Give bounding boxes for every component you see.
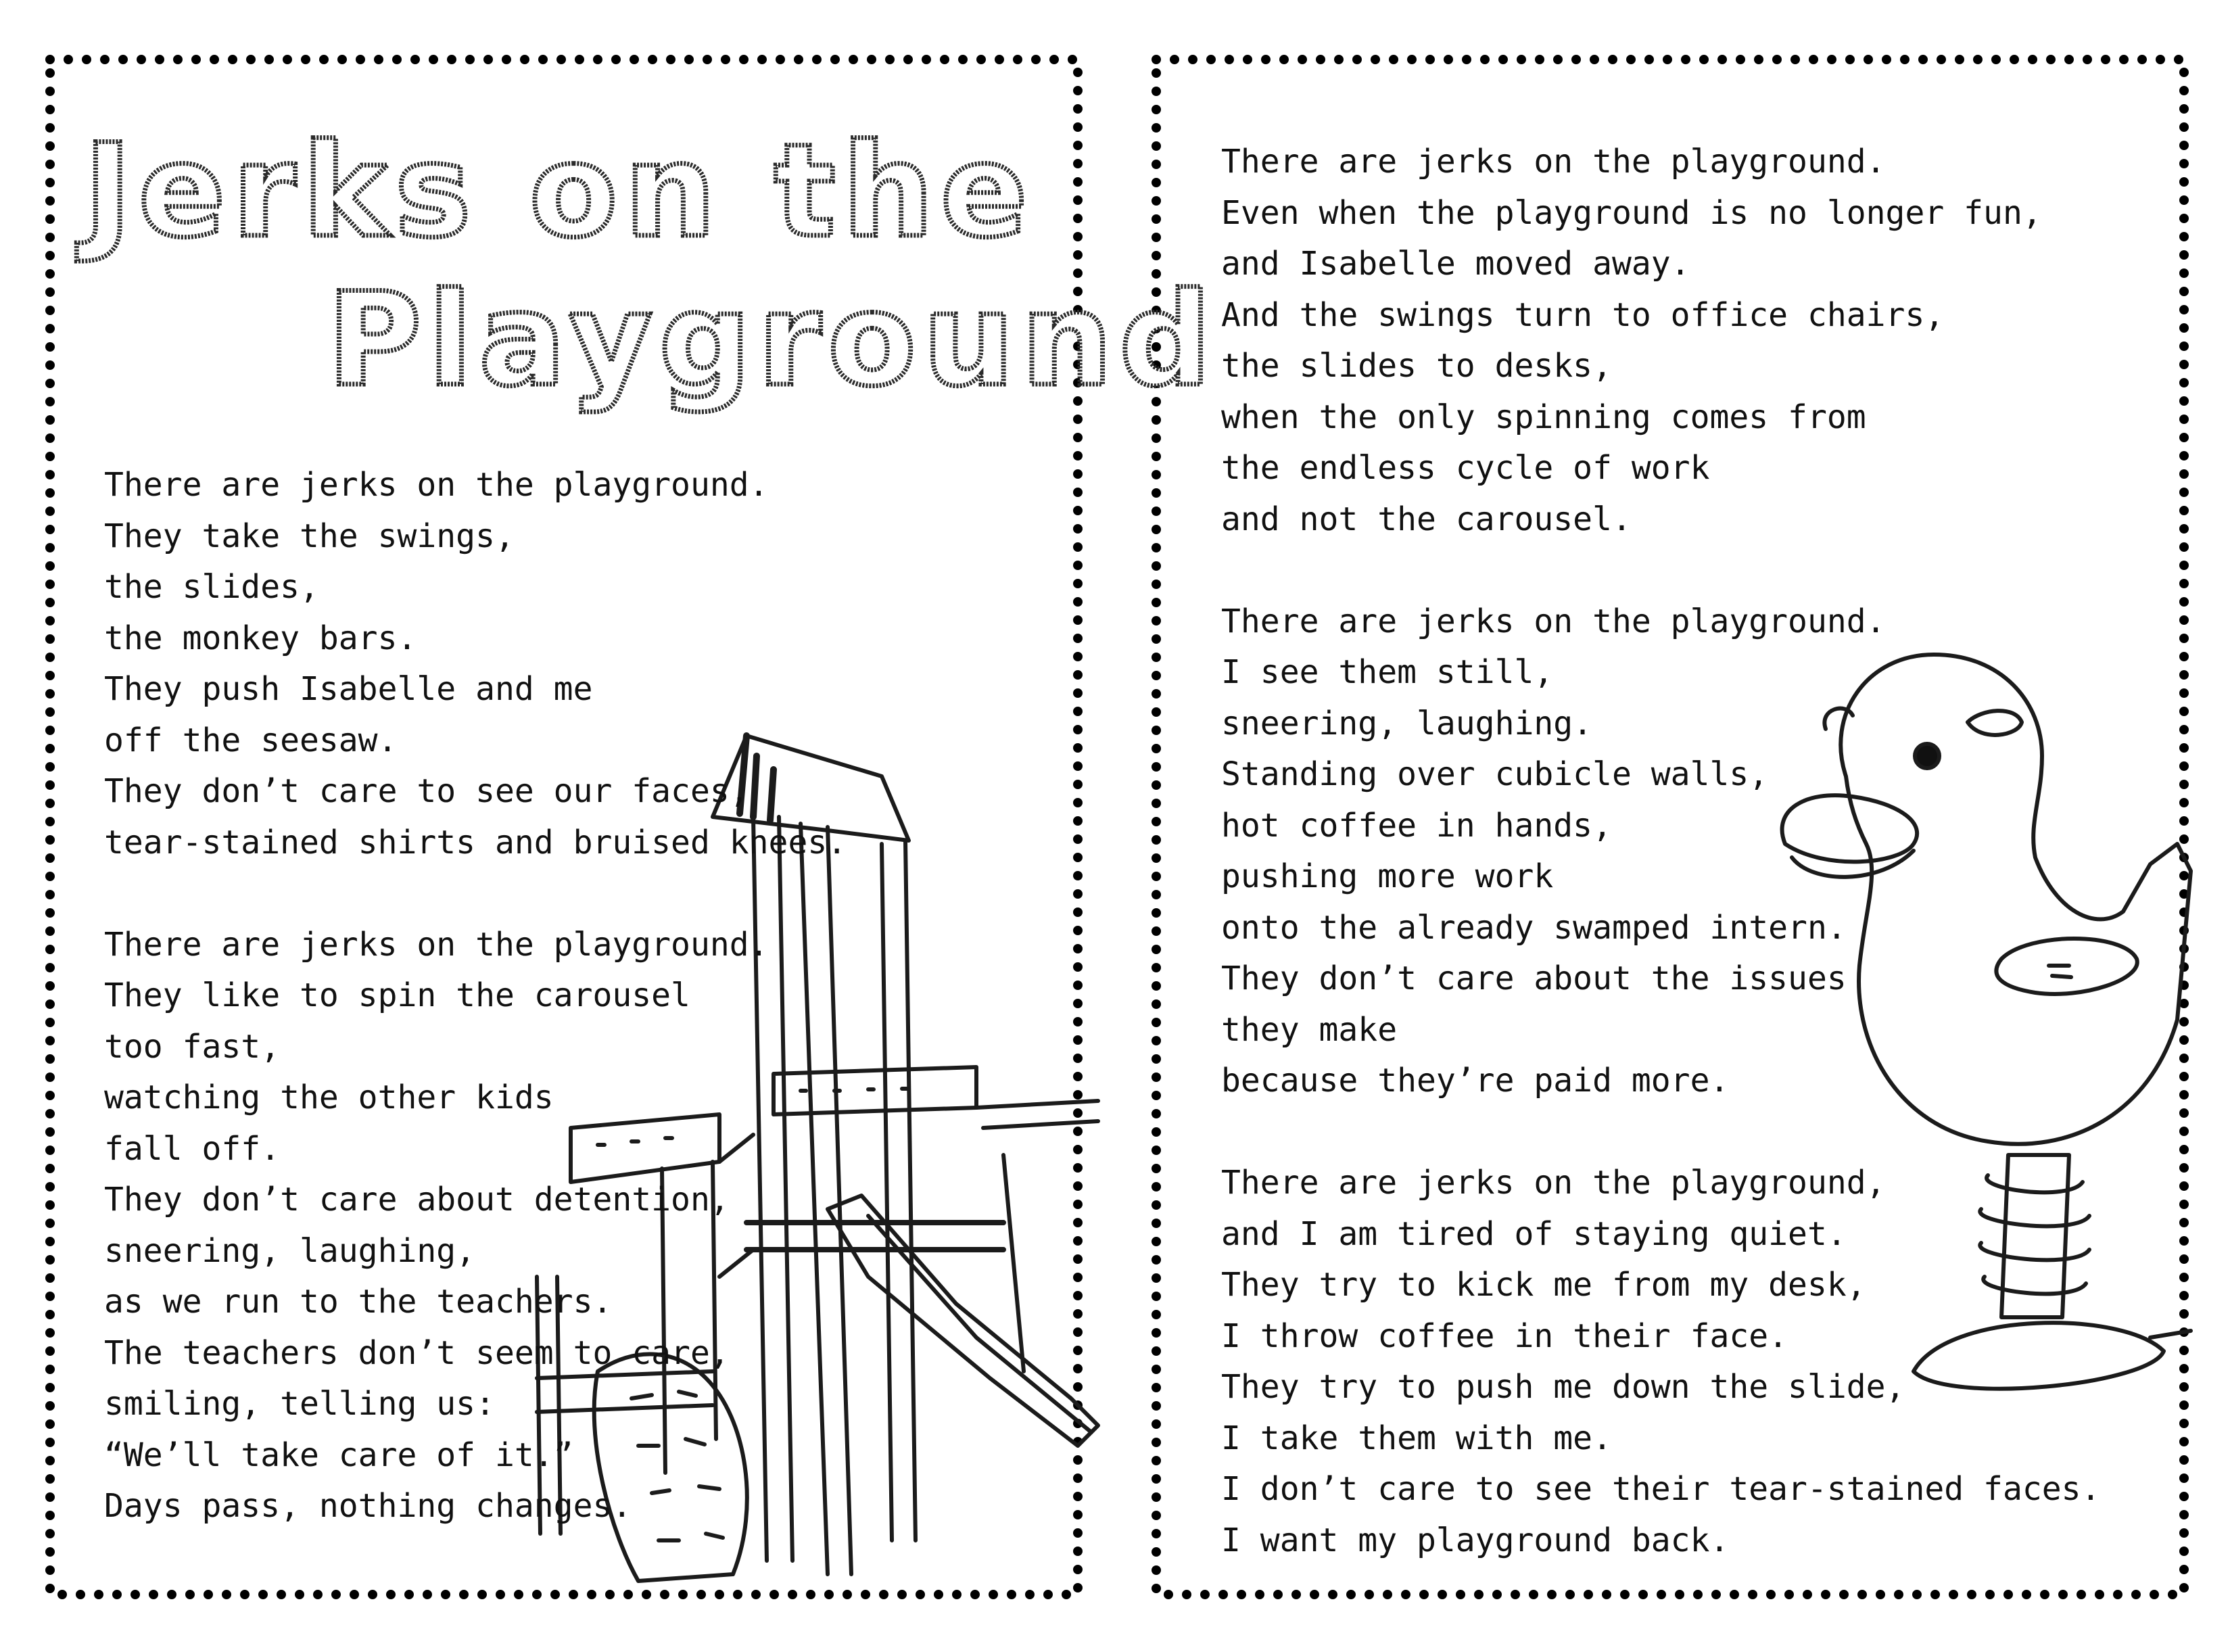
poem-line: the slides, <box>104 568 319 606</box>
poem-line: They try to push me down the slide, <box>1221 1368 1905 1406</box>
poem-line: Days pass, nothing changes. <box>104 1487 632 1525</box>
poem-line: Even when the playground is no longer fun, <box>1221 193 2042 232</box>
poem-line: There are jerks on the playground, <box>1221 1164 1886 1202</box>
poem-line: I take them with me. <box>1221 1419 1612 1457</box>
poem-line: smiling, telling us: <box>104 1385 495 1423</box>
title-line-2: Playground <box>327 265 1218 415</box>
poem-line: “We’ll take care of it.” <box>104 1436 573 1474</box>
poem-line: tear-stained shirts and bruised knees. <box>104 823 847 862</box>
poem-line: sneering, laughing, <box>104 1231 476 1270</box>
poem-line: hot coffee in hands, <box>1221 806 1612 845</box>
poem-line: and I am tired of staying quiet. <box>1221 1214 1847 1253</box>
poem-line: There are jerks on the playground. <box>1221 143 1886 181</box>
poem-line: They try to kick me from my desk, <box>1221 1266 1866 1304</box>
left-page <box>43 53 1218 1601</box>
right-page <box>1149 53 2191 1601</box>
poem-right <box>1221 137 2100 1566</box>
poem-line: The teachers don’t seem to care, <box>104 1334 730 1372</box>
poem-line: They take the swings, <box>104 517 515 555</box>
poem-line: and not the carousel. <box>1221 500 1632 538</box>
poem-line: onto the already swamped intern. <box>1221 908 1847 947</box>
poem-line: pushing more work <box>1221 857 1554 895</box>
poem-line: Standing over cubicle walls, <box>1221 755 1769 793</box>
poem-line: I want my playground back. <box>1221 1521 1730 1559</box>
poem-line: because they’re paid more. <box>1221 1062 1730 1100</box>
poem-line: They push Isabelle and me <box>104 670 593 708</box>
poem-left <box>104 460 847 1532</box>
poem-line: I throw coffee in their face. <box>1221 1317 1788 1355</box>
poem-line: And the swings turn to office chairs, <box>1221 296 1945 334</box>
poem-line: There are jerks on the playground. <box>104 466 769 504</box>
poem-line: They don’t care to see our faces, <box>104 772 749 810</box>
poem-line: They don’t care about detention, <box>104 1181 730 1219</box>
poem-line: They like to spin the carousel <box>104 976 690 1014</box>
poem-line: they make <box>1221 1010 1398 1049</box>
poem-line: watching the other kids <box>104 1079 554 1116</box>
poem-line: They don’t care about the issues <box>1221 960 1847 997</box>
poem-line: I don’t care to see their tear-stained faces. <box>1221 1470 2101 1508</box>
poem-line: the monkey bars. <box>104 619 417 657</box>
poem-line: There are jerks on the playground. <box>1221 602 1886 640</box>
poem-line: the slides to desks, <box>1221 347 1612 385</box>
poem-line: and Isabelle moved away. <box>1221 245 1690 283</box>
poem-line: as we run to the teachers. <box>104 1283 613 1321</box>
poem-line: when the only spinning comes from <box>1221 398 1866 436</box>
poem-line: off the seesaw. <box>104 721 398 759</box>
title-line-1: Jerks on the <box>84 116 1035 266</box>
poem-line: I see them still, <box>1221 653 1554 691</box>
poem-line: the endless cycle of work <box>1221 449 1710 487</box>
poem-line: sneering, laughing. <box>1221 704 1593 742</box>
poem-line: There are jerks on the playground. <box>104 925 769 964</box>
poem-line: fall off. <box>104 1129 281 1168</box>
title <box>77 100 1218 452</box>
poem-line: too fast, <box>104 1027 281 1066</box>
